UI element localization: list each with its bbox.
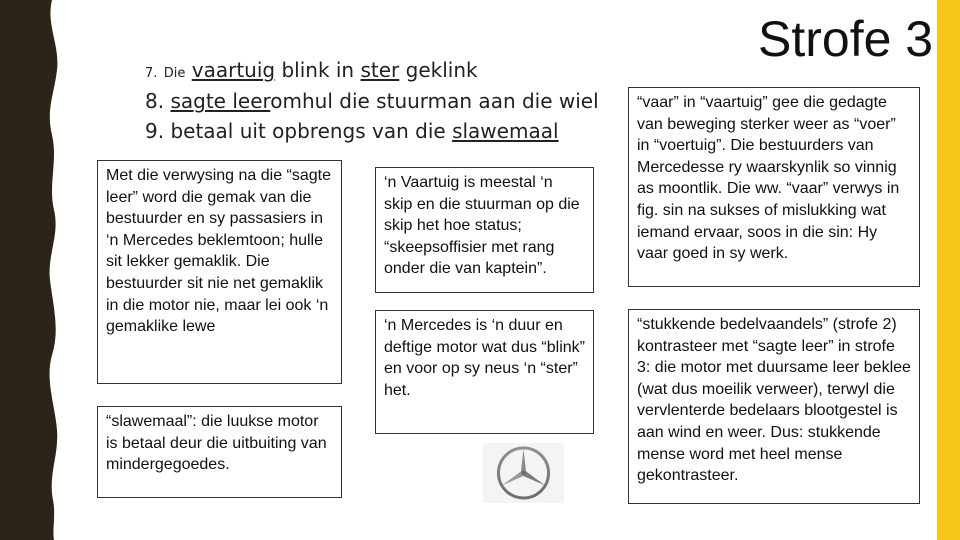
underlined-word-slawemaal: slawemaal — [452, 119, 559, 143]
poem-text: omhul die stuurman aan die wiel — [270, 89, 599, 113]
slide-title: Strofe 3 — [758, 11, 934, 67]
note-text: “vaar” in “vaartuig” gee die gedagte van beweging sterker weer as “voer” in “voertuig”. Die bestuurders van Mercedesse ry waarskynlik so vinnig as moontlik. Die ww. “vaar” verwys in fig. sin na sukses of mislukking wat iemand ervaar, soos in die sin: Hy vaar goed in sy werk. — [637, 94, 900, 263]
poem-line-8 — [145, 89, 599, 113]
poem-text: blink in — [281, 58, 355, 82]
note-box-mercedes — [375, 310, 594, 434]
note-text: “slawemaal”: die luukse motor is betaal deur die uitbuiting van mindergegoedes. — [106, 413, 327, 474]
mercedes-logo — [483, 443, 564, 503]
note-box-slawemaal — [97, 406, 342, 498]
poem-text: geklink — [405, 58, 478, 82]
note-text: Met die verwysing na die “sagte leer” word die gemak van die bestuurder en sy passasiers in ‘n Mercedes beklemtoon; hulle sit lekker gemaklik. Die bestuurder sit nie net gemaklik in die motor nie, maar lei ook ‘n gemaklike lewe — [106, 167, 331, 336]
mercedes-star-icon — [483, 443, 564, 503]
poem-text: betaal uit opbrengs van die — [170, 119, 446, 143]
note-text: ‘n Mercedes is ‘n duur en deftige motor wat dus “blink” en voor op sy neus ‘n “ster” het. — [384, 317, 585, 399]
left-decorative-band — [0, 0, 62, 540]
underlined-word-ster: ster — [360, 58, 400, 82]
note-text: ‘n Vaartuig is meestal ‘n skip en die stuurman op die skip het hoe status; “skeepsoffisier met rang onder die van kaptein”. — [384, 174, 580, 278]
poem-line-7 — [145, 58, 478, 82]
note-box-vaar — [628, 87, 920, 287]
underlined-word-vaartuig: vaartuig — [191, 58, 276, 82]
note-box-vaartuig — [375, 167, 594, 293]
line-number: 7. — [145, 66, 158, 81]
torn-edge-shape — [0, 0, 62, 540]
note-text: “stukkende bedelvaandels” (strofe 2) kontrasteer met “sagte leer” in strofe 3: die motor met duursame leer beklee (wat dus moeilik verweer), terwyl die vervlenterde bedelaars blootgestel is aan wind en weer. Dus: stukkende mense word met heel mense gekontrasteer. — [637, 316, 911, 485]
line-number: 8. — [145, 89, 165, 113]
note-box-sagte-leer — [97, 160, 342, 384]
right-accent-band — [937, 0, 960, 540]
poem-line-9 — [145, 119, 559, 143]
poem-word: Die — [163, 66, 186, 81]
underlined-phrase-sagte-leer: sagte leer — [170, 89, 271, 113]
line-number: 9. — [145, 119, 165, 143]
note-box-stukkende — [628, 309, 920, 504]
